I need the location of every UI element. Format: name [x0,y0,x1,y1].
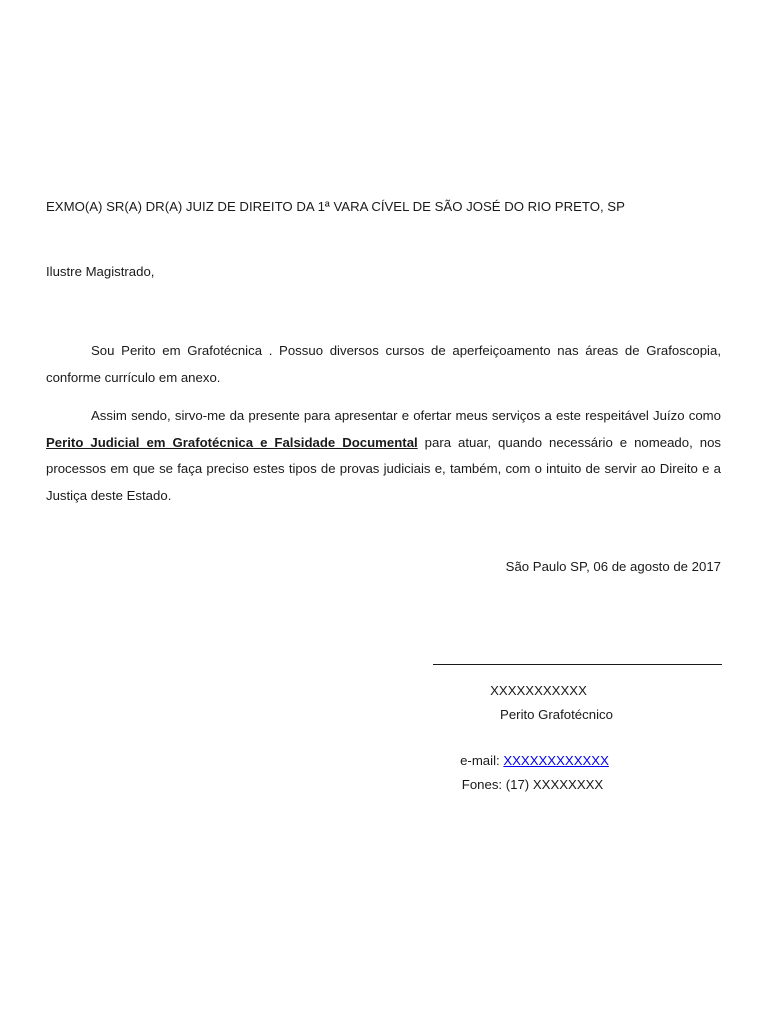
body-paragraph-1: Sou Perito em Grafotécnica . Possuo diversos cursos de aperfeiçoamento nas áreas de Grafoscopia, conforme currículo em anexo. [46,343,721,385]
paragraph-2-rest: para atuar, quando necessário e nomeado, nos processos em que se faça preciso estes tipos de provas judiciais e, também, com o intuito de servir ao Direito e a Justiça deste Estado. [46,434,721,503]
signer-name: XXXXXXXXXXX [490,683,587,698]
salutation: Ilustre Magistrado, [46,264,155,279]
addressee-line: EXMO(A) SR(A) DR(A) JUIZ DE DIREITO DA 1ª VARA CÍVEL DE SÃO JOSÉ DO RIO PRETO, SP [46,199,625,214]
signature-line [433,664,722,665]
signer-phone: Fones: (17) XXXXXXXX [461,777,604,792]
signer-email [433,753,636,768]
body-paragraph-2 [46,403,721,509]
email-link[interactable]: XXXXXXXXXXXX [503,753,609,768]
signer-title: Perito Grafotécnico [500,707,613,722]
expertise-highlight: Perito Judicial em Grafotécnica e Falsidade Documental [46,434,418,450]
paragraph-2-intro: Assim sendo, sirvo-me da presente para apresentar e ofertar meus serviços a este respeitável Juízo como [91,408,721,423]
email-label: e-mail: [460,753,504,768]
place-and-date: São Paulo SP, 06 de agosto de 2017 [505,559,721,574]
